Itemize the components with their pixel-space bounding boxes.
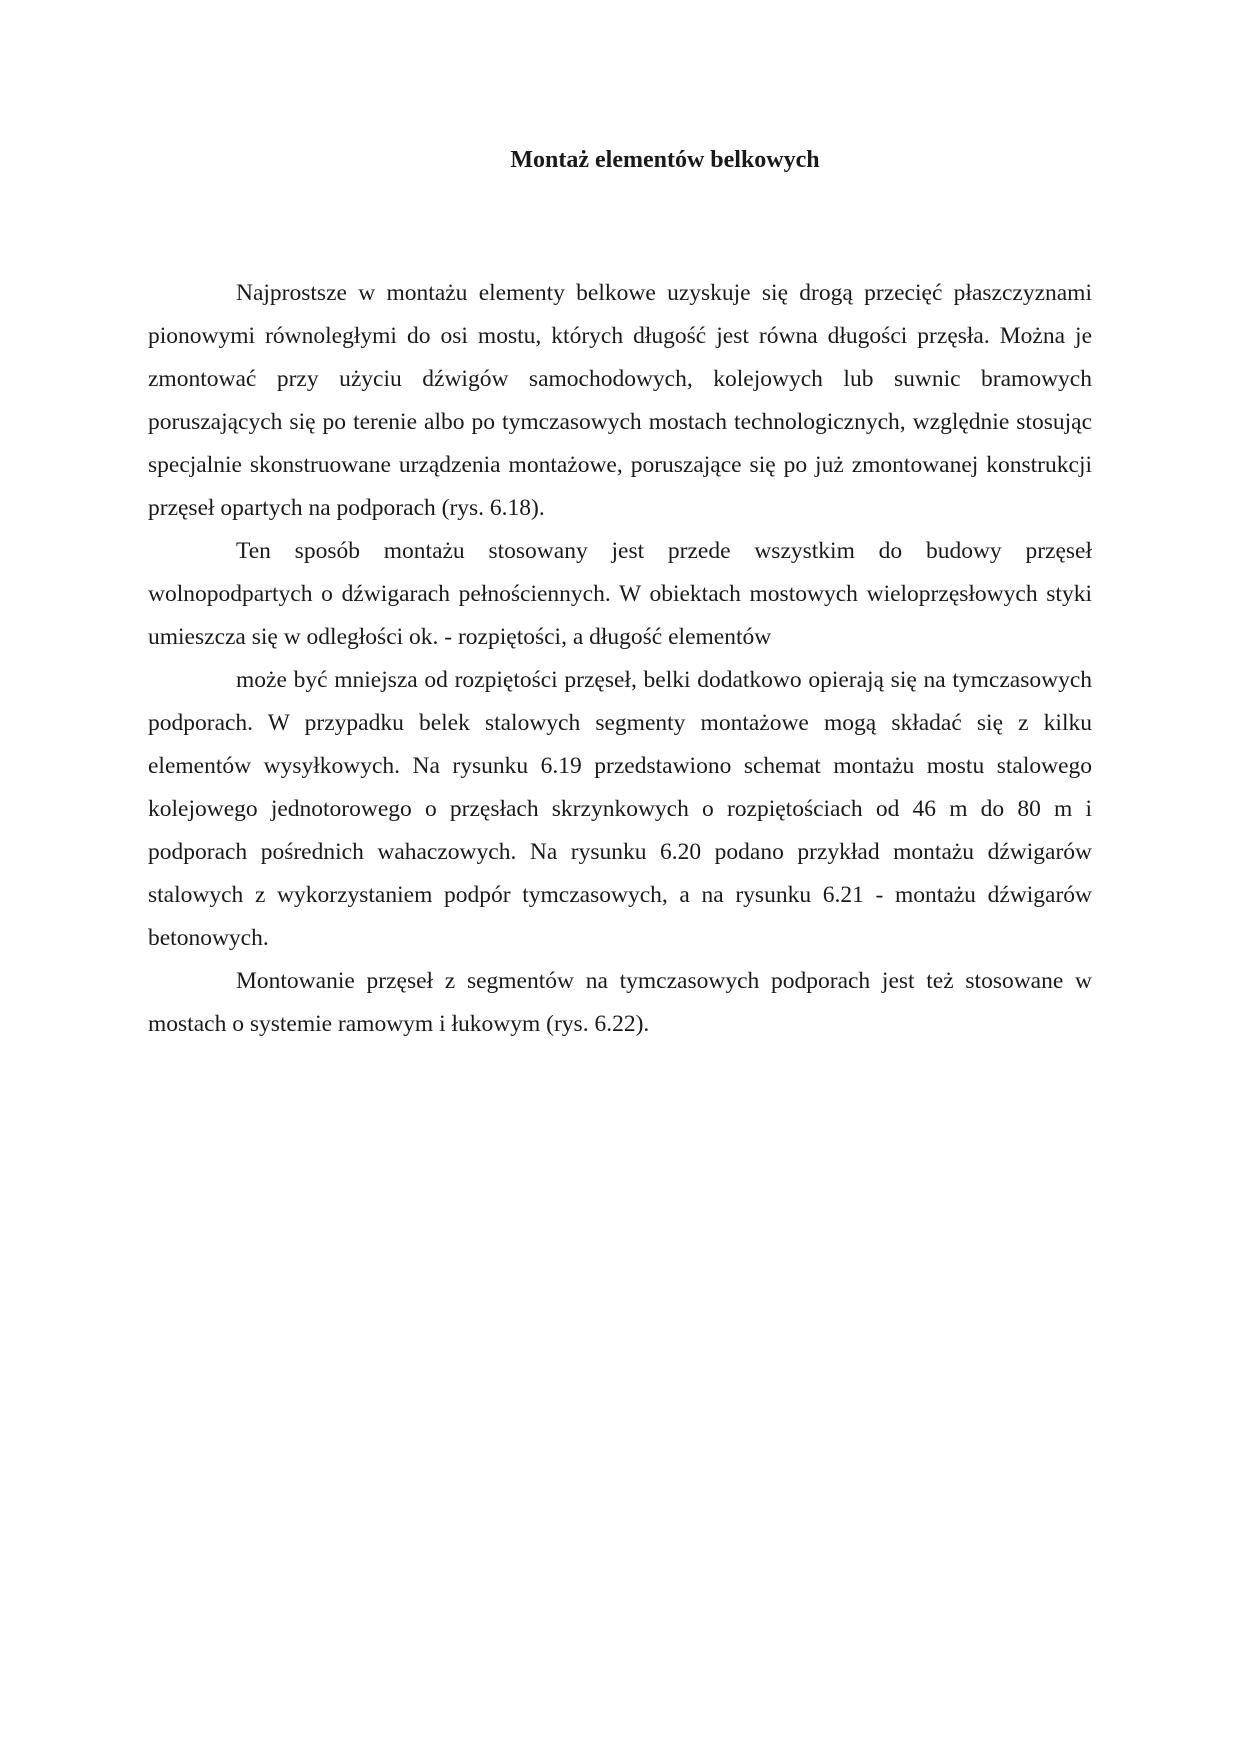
document-title: Montaż elementów belkowych [510, 147, 820, 173]
paragraph-3: może być mniejsza od rozpiętości przęseł, belki dodatkowo opierają się na tymczasowych podporach. W przypadku belek stalowych segmenty montażowe mogą składać się z kilku elementów wysyłkowych. Na rysunku 6.19 przedstawiono schemat montażu mostu stalowego kolejowego jednotorowego o przęsłach skrzynkowych o rozpiętościach od 46 m do 80 m i podporach pośrednich wahaczowych. Na rysunku 6.20 podano przykład montażu dźwigarów stalowych z wykorzystaniem podpór tymczasowych, a na rysunku 6.21 - montażu dźwigarów betonowych. [148, 667, 1092, 951]
paragraph-1: Najprostsze w montażu elementy belkowe uzyskuje się drogą przecięć płaszczyznami pionowymi równoległymi do osi mostu, których długość jest równa długości przęsła. Można je zmontować przy użyciu dźwigów samochodowych, kolejowych lub suwnic bramowych poruszających się po terenie albo po tymczasowych mostach technologicznych, względnie stosując specjalnie skonstruowane urządzenia montażowe, poruszające się po już zmontowanej konstrukcji przęseł opartych na podporach (rys. 6.18). [148, 280, 1092, 521]
paragraph-4: Montowanie przęseł z segmentów na tymczasowych podporach jest też stosowane w mostach o systemie ramowym i łukowym (rys. 6.22). [148, 968, 1092, 1037]
document-body [148, 272, 1092, 1046]
paragraph-2: Ten sposób montażu stosowany jest przede wszystkim do budowy przęseł wolnopodpartych o dźwigarach pełnościennych. W obiektach mostowych wieloprzęsłowych styki umieszcza się w odległości ok. - rozpiętości, a długość elementów [148, 538, 1092, 650]
